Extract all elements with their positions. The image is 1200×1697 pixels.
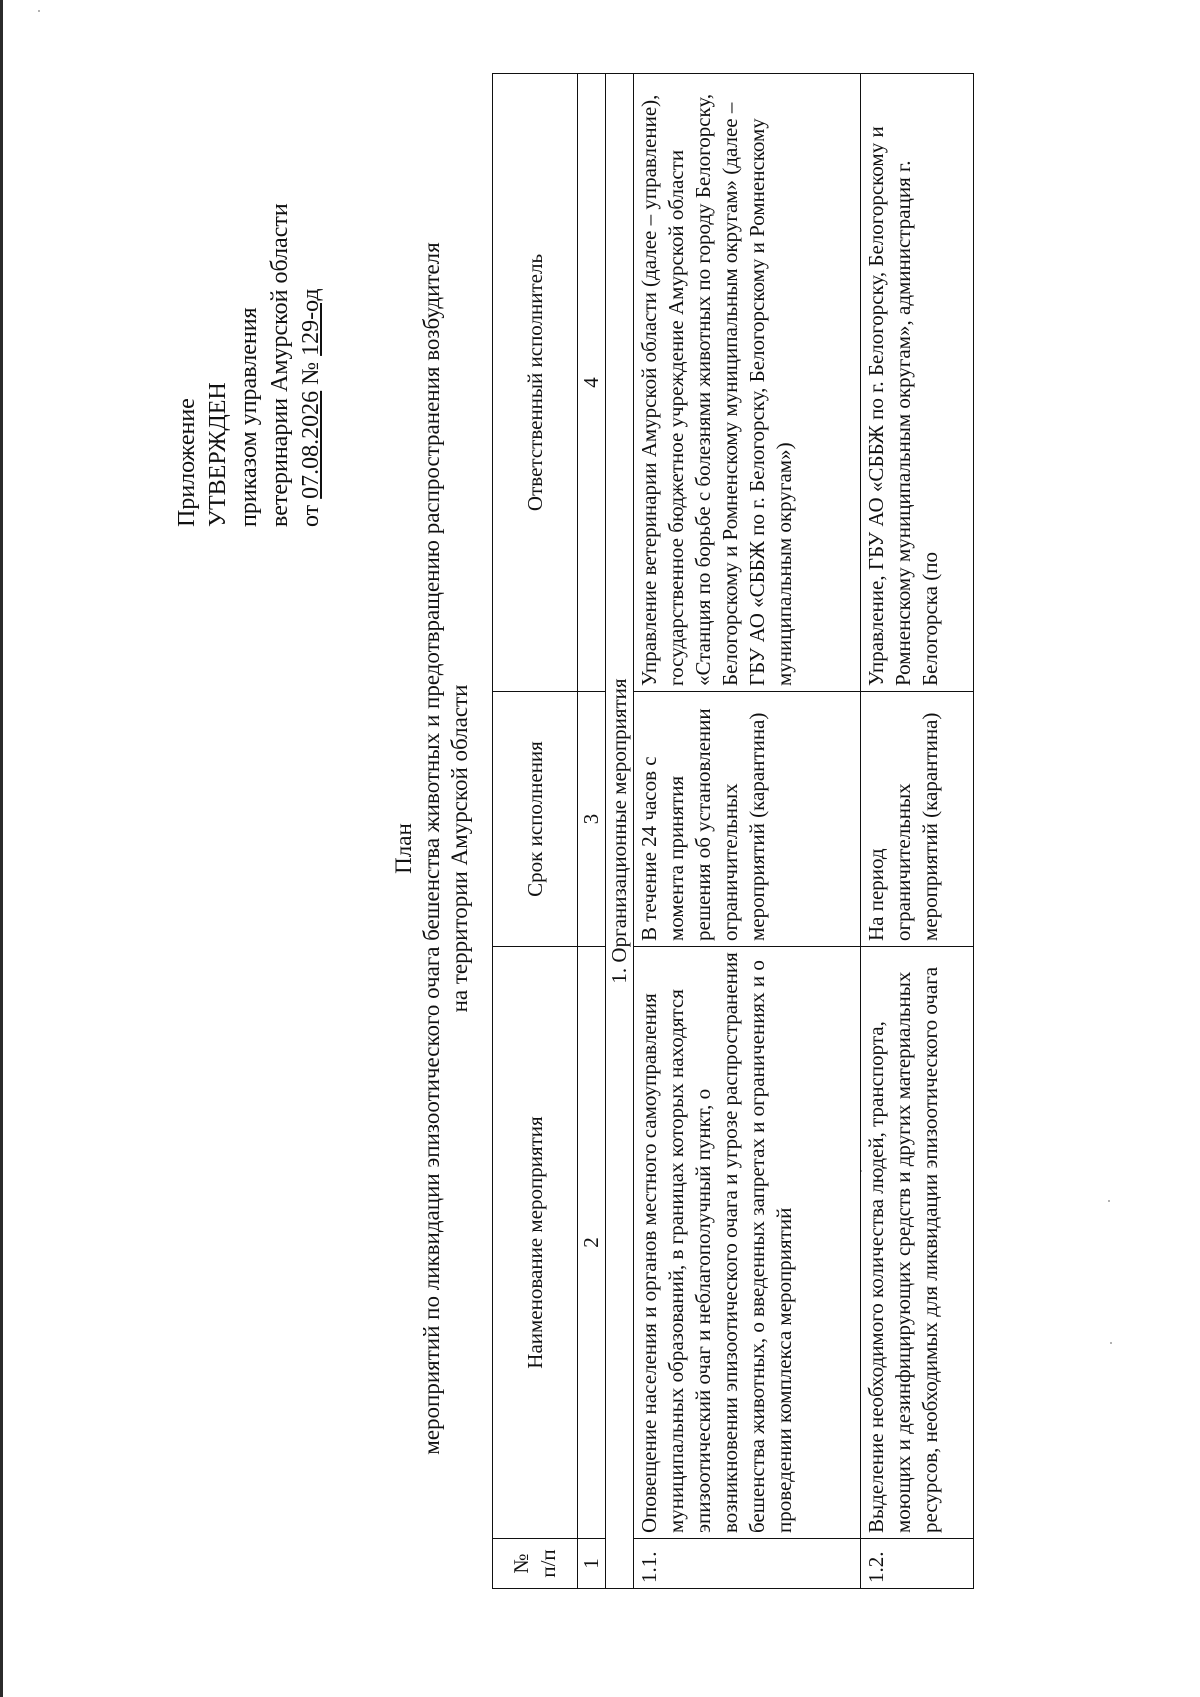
plan-table	[492, 73, 974, 1589]
approval-number-sign: №	[298, 361, 324, 385]
section-title: 1. Организационные мероприятия	[606, 74, 634, 1589]
column-number: 4	[578, 74, 606, 692]
document-subtitle-region: на территории Амурской области	[447, 684, 472, 1013]
approval-block	[172, 203, 327, 527]
row-term: В течение 24 часов с момента принятия решения об установлении ограничительных мероприятий (карантина)	[634, 692, 861, 947]
column-number: 3	[578, 692, 606, 947]
approval-date-line	[296, 203, 327, 527]
header-number: № п/п	[493, 1539, 578, 1589]
row-name: Оповещение населения и органов местного самоуправления муниципальных образований, в границах которых находятся эпизоотический очаг и неблагополучный пункт, о возникновении эпизоотического очага и угрозе распространения бешенства животных, о введенных запретах и ограничениях и о проведении комплекса мероприятий	[634, 947, 861, 1539]
row-number: 1.1.	[634, 1539, 861, 1589]
approval-authority: ветеринарии Амурской области	[267, 203, 293, 527]
column-number: 2	[578, 947, 606, 1539]
section-row	[606, 74, 634, 1589]
table-header-row	[493, 74, 578, 1589]
row-number: 1.2.	[861, 1539, 974, 1589]
approval-date: 07.08.2026	[298, 390, 324, 499]
approval-number: 129-од	[298, 288, 324, 356]
column-number: 1	[578, 1539, 606, 1589]
document-heading	[390, 0, 474, 1697]
header-term: Срок исполнения	[493, 692, 578, 947]
approval-approved: УТВЕРЖДЕН	[205, 382, 231, 527]
approval-appendix: Приложение	[174, 398, 200, 527]
row-responsible: Управление, ГБУ АО «СББЖ по г. Белогорску, Белогорскому и Ромненскому муниципальным округам», администрация г. Белогорска (по	[861, 74, 974, 692]
table-row	[861, 74, 974, 1589]
header-name: Наименование мероприятия	[493, 947, 578, 1539]
header-responsible: Ответственный исполнитель	[493, 74, 578, 692]
row-responsible: Управление ветеринарии Амурской области (далее – управление), государственное бюджетное учреждение Амурской области «Станция по борьбе с болезнями животных по городу Белогорску, Белогорскому и Ромненскому муниципальным округам» (далее – ГБУ АО «СББЖ по г. Белогорску, Белогорскому и Ромненскому муниципальным округам»)	[634, 74, 861, 692]
document-title: План	[391, 823, 416, 874]
document-subtitle: мероприятий по ликвидации эпизоотического очага бешенства животных и предотвращению распространения возбудителя	[419, 242, 444, 1455]
row-term: На период ограничительных мероприятий (карантина)	[861, 692, 974, 947]
approval-prefix: от	[298, 504, 324, 527]
table-row	[634, 74, 861, 1589]
column-number-row	[578, 74, 606, 1589]
row-name: Выделение необходимого количества людей, транспорта, моющих и дезинфицирующих средств и других материальных ресурсов, необходимых для ликвидации эпизоотического очага	[861, 947, 974, 1539]
approval-order: приказом управления	[236, 307, 262, 527]
